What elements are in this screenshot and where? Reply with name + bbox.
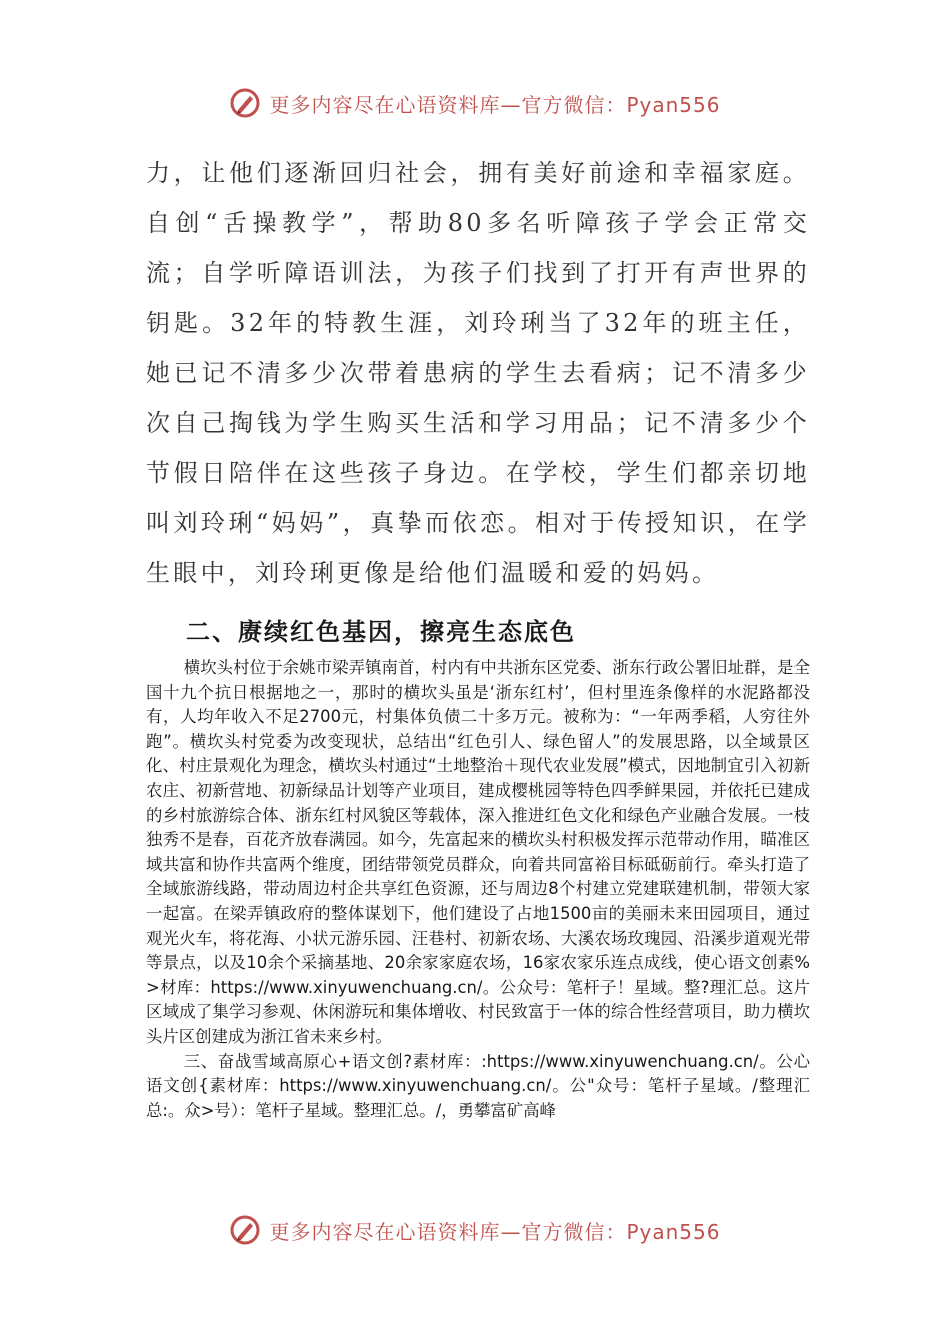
paragraph-section-3: 三、奋战雪域高原心+语文创?素材库：:https://www.xinyuwenchuang.cn/。公心语文创{素材库：https://www.xinyuwenchuang.cn/。公"众号：笔杆子星域。/整理汇总:。众>号）：笔杆子星域。整理汇总。/，勇攀富矿高峰	[146, 1051, 810, 1120]
pen-circle-logo-icon	[229, 1214, 261, 1246]
footer-banner-text: 更多内容尽在心语资料库—官方微信：Pyan556	[269, 1219, 721, 1244]
header-banner-text: 更多内容尽在心语资料库—官方微信：Pyan556	[269, 92, 721, 117]
paragraph-liu-lingli: 力，让他们逐渐回归社会，拥有美好前途和幸福家庭。自创“舌操教学”，帮助80多名听障孩子学会正常交流；自学听障语训法，为孩子们找到了打开有声世界的钥匙。32年的特教生涯，刘玲琍当了32年的班主任，她已记不清多少次带着患病的学生去看病；记不清多少次自己掏钱为学生购买生活和学习用品；记不清多少个节假日陪伴在这些孩子身边。在学校，学生们都亲切地叫刘玲琍“妈妈”，真挚而依恋。相对于传授知识，在学生眼中，刘玲琍更像是给他们温暖和爱的妈妈。	[146, 159, 810, 587]
section-2-heading: 二、赓续红色基因，擦亮生态底色	[186, 618, 576, 646]
footer-banner	[0, 1210, 950, 1250]
paragraph-hengkantou-village: 横坎头村位于余姚市梁弄镇南首，村内有中共浙东区党委、浙东行政公署旧址群，是全国十九个抗日根据地之一，那时的横坎头虽是‘浙东红村’，但村里连条像样的水泥路都没有，人均年收入不足2700元，村集体负债二十多万元。被称为：“一年两季稻，人穷往外跑”。横坎头村党委为改变现状，总结出“红色引人、绿色留人”的发展思路，以全域景区化、村庄景观化为理念，横坎头村通过“土地整治＋现代农业发展”模式，因地制宜引入初新农庄、初新营地、初新绿品计划等产业项目，建成樱桃园等特色四季鲜果园，并依托已建成的乡村旅游综合体、浙东红村风貌区等载体，深入推进红色文化和绿色产业融合发展。一枝独秀不是春，百花齐放春满园。如今，先富起来的横坎头村积极发挥示范带动作用，瞄准区域共富和协作共富两个维度，团结带领党员群众，向着共同富裕目标砥砺前行。牵头打造了全域旅游线路，带动周边村企共享红色资源，还与周边8个村建立党建联建机制，带领大家一起富。在梁弄镇政府的整体谋划下，他们建设了占地1500亩的美丽未来田园项目，通过观光火车，将花海、小状元游乐园、汪巷村、初新农场、大溪农场玫瑰园、沿溪步道观光带等景点，以及10余个采摘基地、20余家家庭农场，16家农家乐连点成线，使心语文创素%>材库：https://www.xinyuwenchuang.cn/。公众号：笔杆子！星域。整?理汇总。这片区域成了集学习参观、休闲游玩和集体增收、村民致富于一体的综合性经营项目，助力横坎头片区创建成为浙江省未来乡村。	[146, 658, 810, 1046]
header-banner	[0, 83, 950, 123]
document-body	[146, 148, 810, 1123]
pen-circle-logo-icon	[229, 87, 261, 119]
